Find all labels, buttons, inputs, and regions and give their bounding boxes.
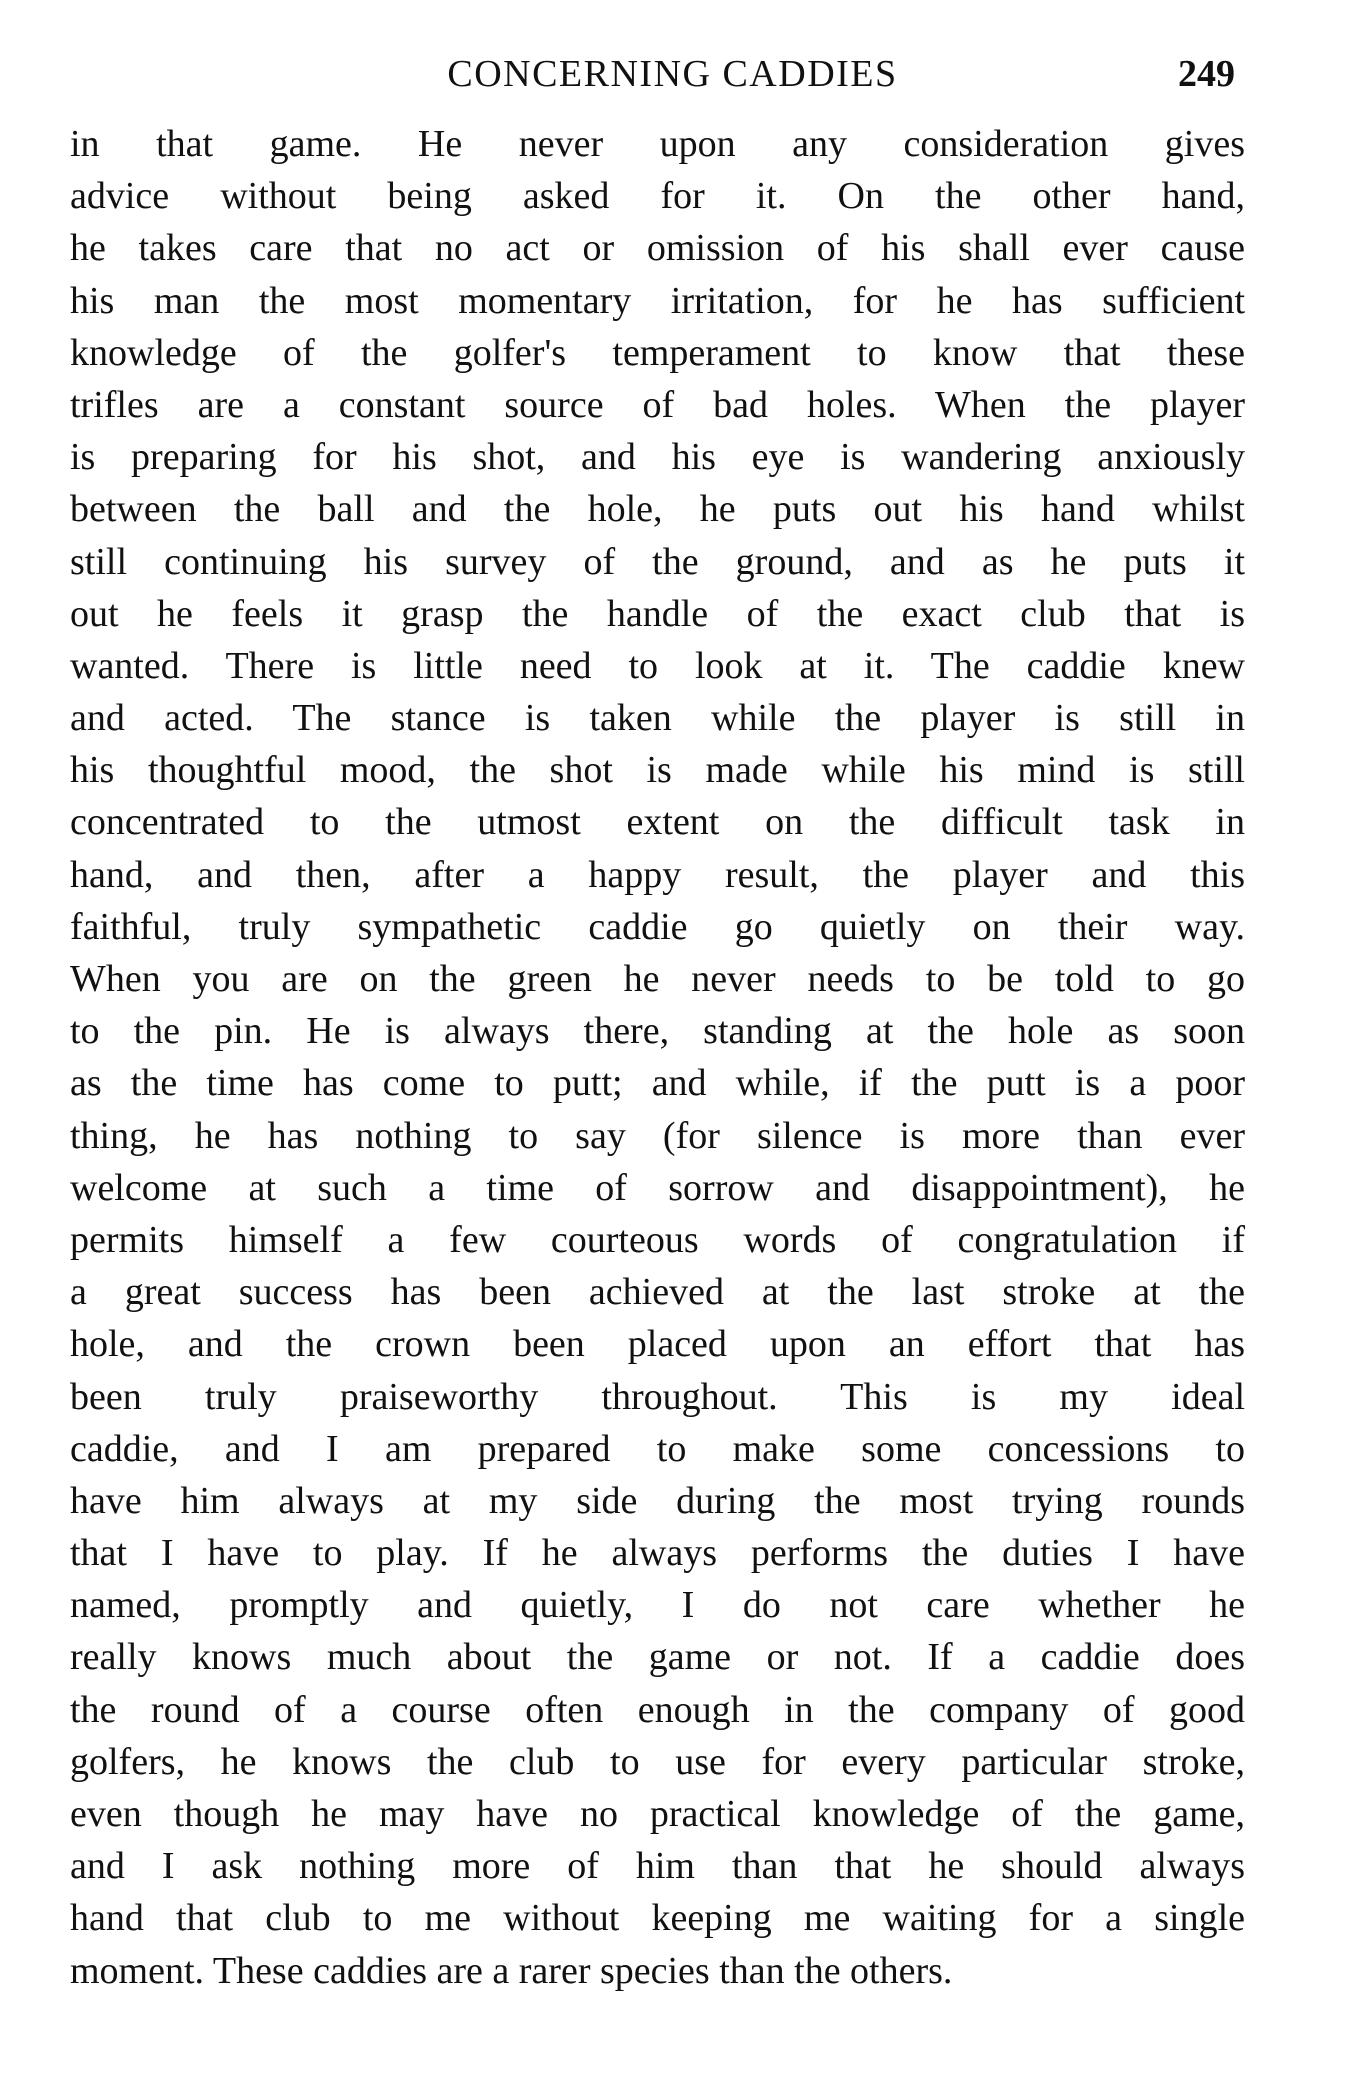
text-line: between the ball and the hole, he puts out his hand whilst [70, 488, 1245, 531]
text-line: have him always at my side during the most trying rounds [70, 1479, 1245, 1522]
text-line: trifles are a constant source of bad holes. When the player [70, 383, 1245, 426]
text-line: welcome at such a time of sorrow and disappointment), he [70, 1166, 1245, 1209]
text-line: he takes care that no act or omission of his shall ever cause [70, 227, 1245, 270]
text-line: golfers, he knows the club to use for every particular stroke, [70, 1740, 1245, 1783]
text-line: that I have to play. If he always performs the duties I have [70, 1532, 1245, 1575]
text-line: concentrated to the utmost extent on the difficult task in [70, 801, 1245, 844]
text-line: hole, and the crown been placed upon an effort that has [70, 1323, 1245, 1366]
text-line: faithful, truly sympathetic caddie go quietly on their way. [70, 905, 1245, 948]
text-line: named, promptly and quietly, I do not care whether he [70, 1584, 1245, 1627]
text-line: hand, and then, after a happy result, the player and this [70, 853, 1245, 896]
text-line: a great success has been achieved at the last stroke at the [70, 1271, 1245, 1314]
text-line: hand that club to me without keeping me waiting for a single [70, 1897, 1245, 1940]
text-line: as the time has come to putt; and while, if the putt is a poor [70, 1062, 1245, 1105]
text-line: is preparing for his shot, and his eye is wandering anxiously [70, 436, 1245, 479]
body-text [70, 118, 1245, 1997]
text-line: really knows much about the game or not. If a caddie does [70, 1636, 1245, 1679]
text-line: thing, he has nothing to say (for silence is more than ever [70, 1114, 1245, 1157]
text-line: his man the most momentary irritation, for he has sufficient [70, 279, 1245, 322]
text-line: advice without being asked for it. On the other hand, [70, 175, 1245, 218]
text-line: moment. These caddies are a rarer species than the others. [70, 1949, 953, 1992]
text-line: in that game. He never upon any consideration gives [70, 123, 1245, 165]
text-line: out he feels it grasp the handle of the exact club that is [70, 592, 1245, 635]
text-line: wanted. There is little need to look at it. The caddie knew [70, 644, 1245, 687]
text-line: and acted. The stance is taken while the player is still in [70, 697, 1245, 740]
text-line: still continuing his survey of the ground, and as he puts it [70, 540, 1245, 583]
text-line: even though he may have no practical knowledge of the game, [70, 1793, 1245, 1835]
text-line: permits himself a few courteous words of congratulation if [70, 1218, 1245, 1261]
text-line: When you are on the green he never needs to be told to go [70, 958, 1245, 1000]
running-title: CONCERNING CADDIES [447, 53, 898, 95]
running-head [70, 52, 1235, 108]
text-line: to the pin. He is always there, standing at the hole as soon [70, 1010, 1245, 1053]
text-line: knowledge of the golfer's temperament to know that these [70, 331, 1245, 374]
text-line: been truly praiseworthy throughout. This is my ideal [70, 1375, 1245, 1418]
text-line: his thoughtful mood, the shot is made while his mind is still [70, 749, 1245, 792]
page-number: 249 [1178, 53, 1235, 95]
text-line: the round of a course often enough in the company of good [70, 1688, 1245, 1731]
text-line: caddie, and I am prepared to make some concessions to [70, 1427, 1245, 1470]
text-line: and I ask nothing more of him than that he should always [70, 1845, 1245, 1888]
